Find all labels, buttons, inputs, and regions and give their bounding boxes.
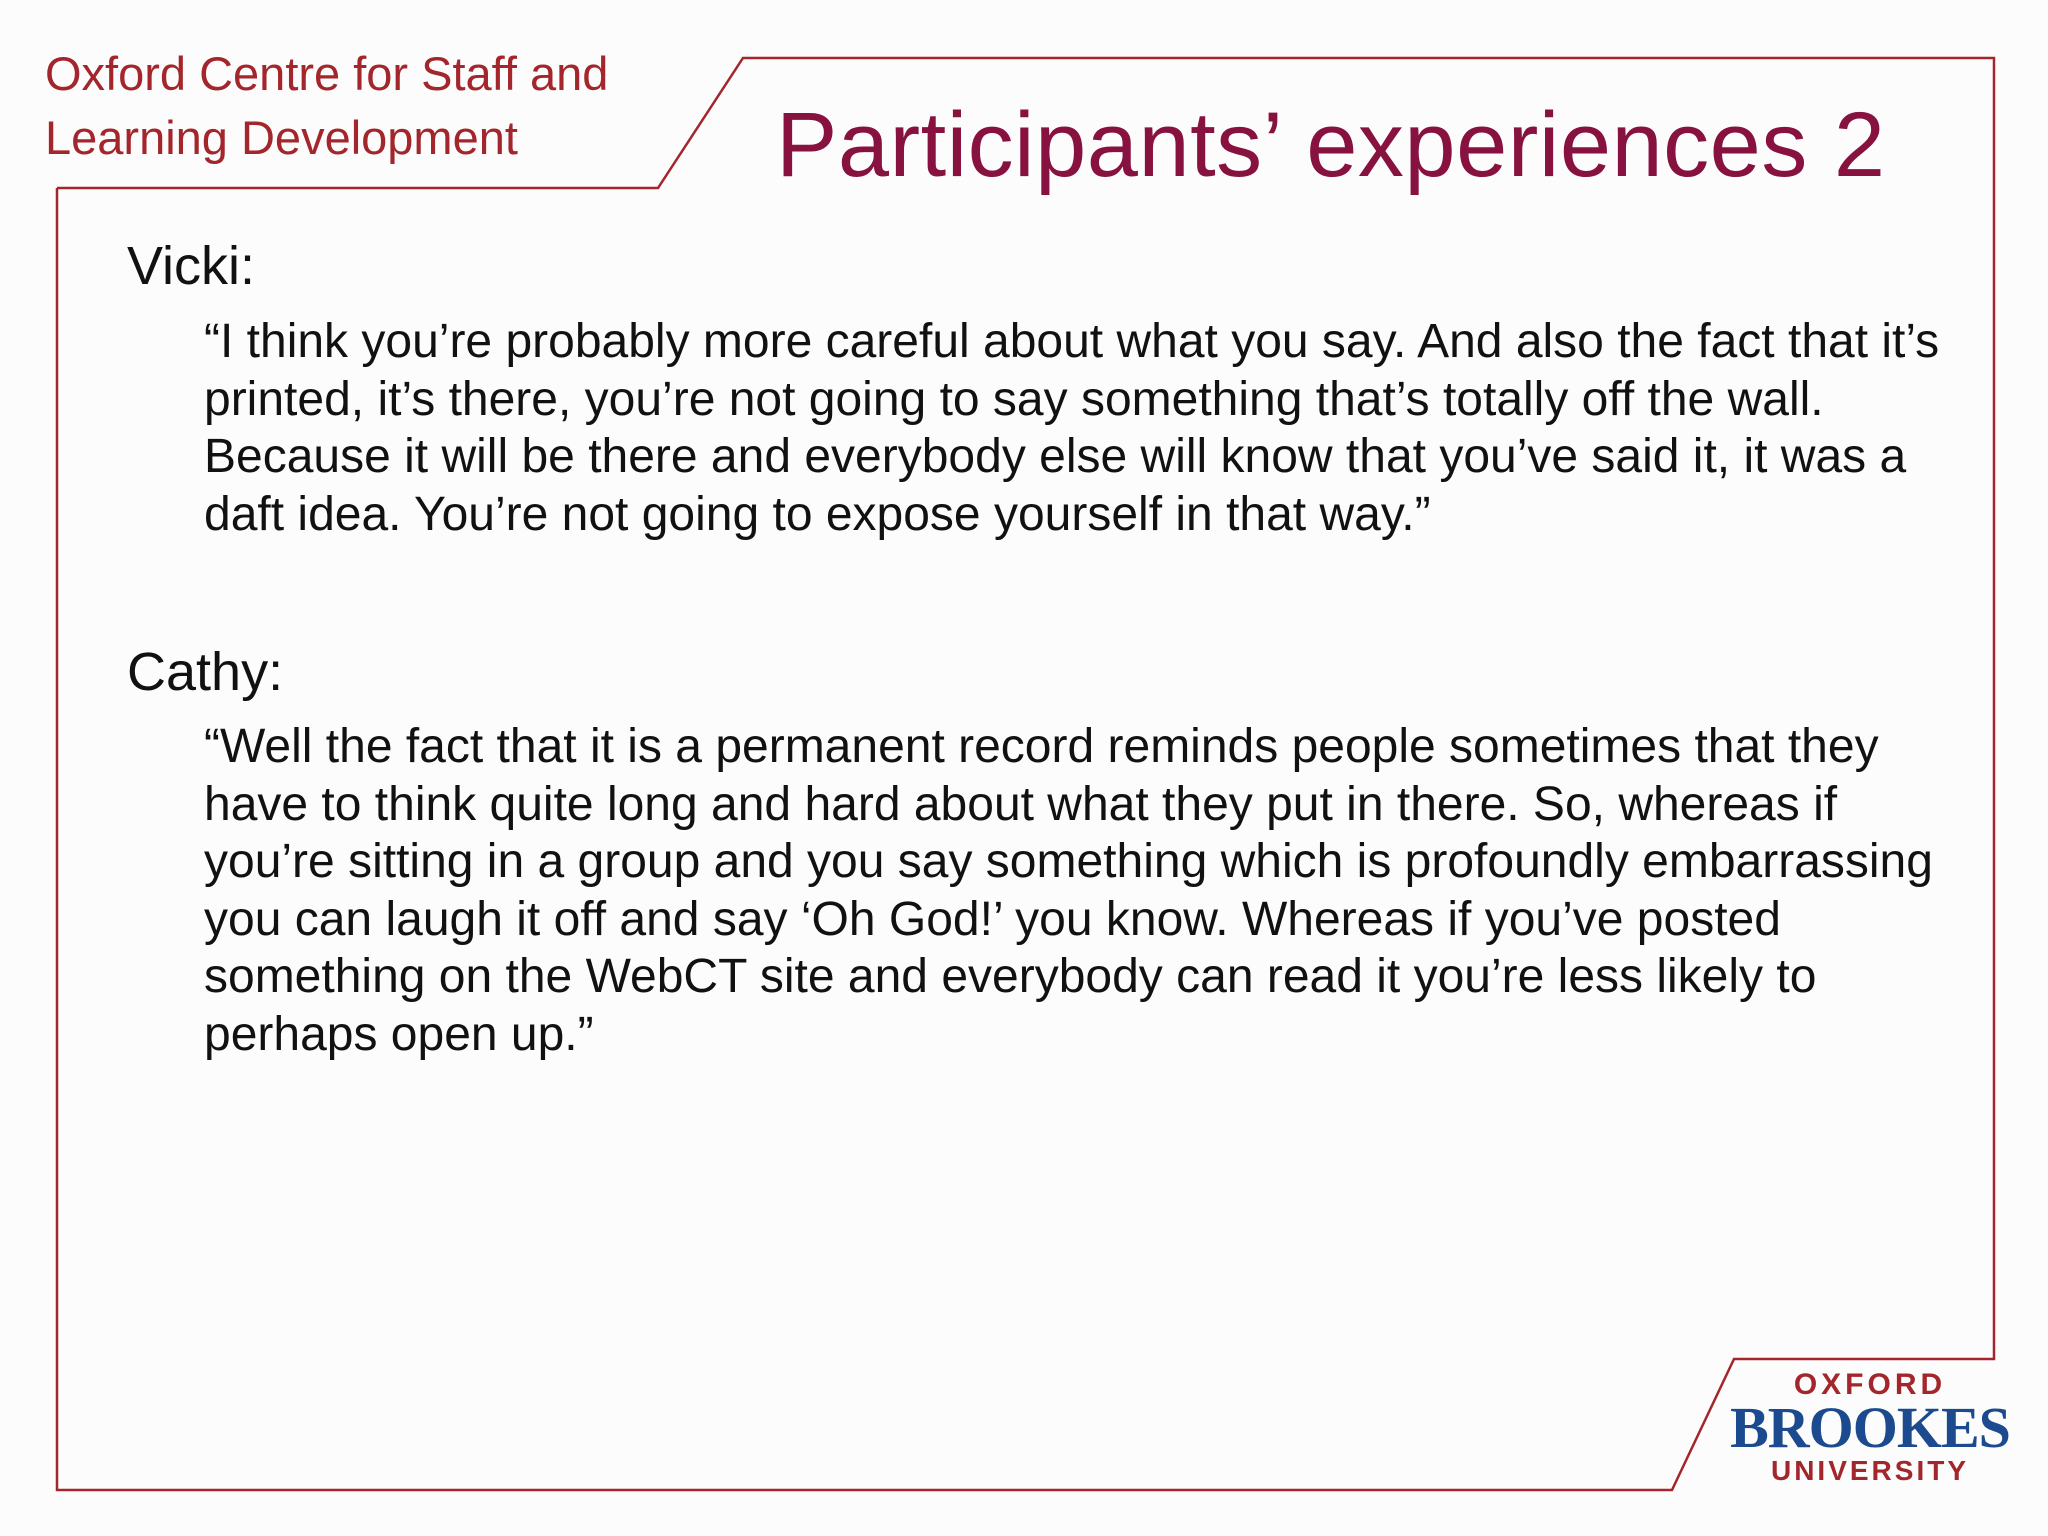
oxford-brookes-logo bbox=[1720, 1368, 2020, 1488]
speaker-vicki: Vicki: bbox=[127, 236, 256, 296]
logo-line-brookes: BROOKES bbox=[1730, 1395, 2010, 1460]
organization-name bbox=[45, 42, 608, 170]
organization-name-line1: Oxford Centre for Staff and bbox=[45, 47, 609, 100]
speaker-cathy: Cathy: bbox=[127, 642, 284, 702]
quote-vicki: “I think you’re probably more careful about what you say. And also the fact that it’s printed, it’s there, you’re not going to say something that’s totally off the wall. Because it will be there and everybody else will know that you’ve said it, it was a daft idea. You’re not going to expose yourself in that way.” bbox=[204, 315, 1940, 541]
logo-line-oxford: OXFORD bbox=[1793, 1368, 1947, 1401]
slide-title: Participants’ experiences 2 bbox=[776, 94, 1886, 196]
quote-cathy: “Well the fact that it is a permanent record reminds people sometimes that they have to think quite long and hard about what they put in there. So, whereas if you’re sitting in a group and you say something which is profoundly embarrassing you can laugh it off and say ‘Oh God!’ you know. Whereas if you’ve posted something on the WebCT site and everybody can read it you’re less likely to perhaps open up.” bbox=[204, 720, 1933, 1061]
logo-line-university: UNIVERSITY bbox=[1770, 1455, 1970, 1486]
organization-name-line2: Learning Development bbox=[45, 111, 518, 164]
